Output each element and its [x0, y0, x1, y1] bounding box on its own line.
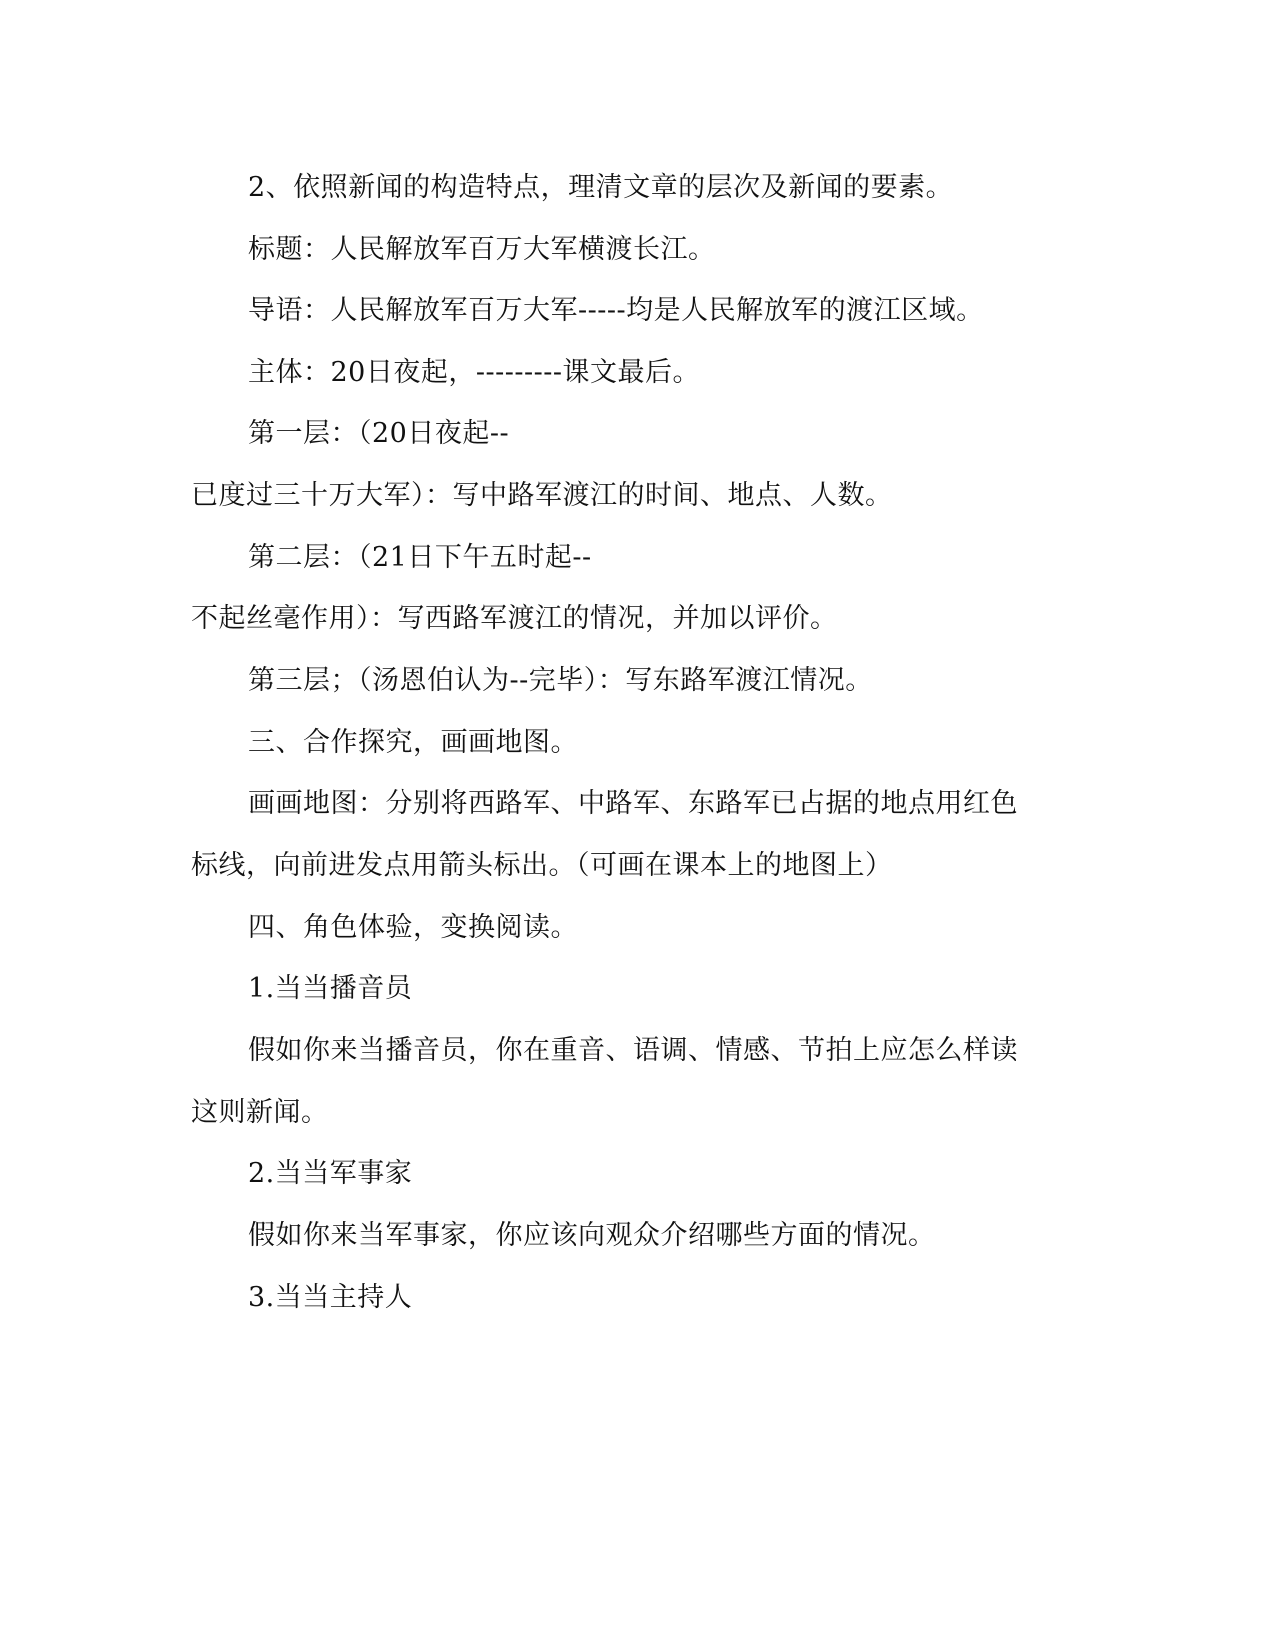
text-line-objective-2: 2、依照新闻的构造特点，理清文章的层次及新闻的要素。: [248, 172, 954, 203]
text-line-layer-1: 第一层：（20日夜起--: [248, 418, 510, 449]
text-line-layer-1-cont: 已度过三十万大军）：写中路军渡江的时间、地点、人数。: [191, 480, 893, 511]
text-line-layer-2-cont: 不起丝毫作用）：写西路军渡江的情况，并加以评价。: [191, 603, 838, 634]
list-item-3: 3.当当主持人: [248, 1282, 413, 1313]
text-line-map-task-cont: 标线，向前进发点用箭头标出。（可画在课本上的地图上）: [191, 850, 893, 881]
text-line-map-task: 画画地图：分别将西路军、中路军、东路军已占据的地点用红色: [248, 788, 1018, 819]
text-line-layer-2: 第二层：（21日下午五时起--: [248, 542, 592, 573]
list-item-1: 1.当当播音员: [248, 973, 413, 1004]
text-line-body: 主体：20日夜起，---------课文最后。: [248, 357, 700, 388]
section-heading-4: 四、角色体验，变换阅读。: [248, 912, 578, 943]
text-line-headline: 标题：人民解放军百万大军横渡长江。: [248, 234, 716, 265]
text-line-lead: 导语：人民解放军百万大军-----均是人民解放军的渡江区域。: [248, 295, 984, 326]
text-line-layer-3: 第三层；（汤恩伯认为--完毕）：写东路军渡江情况。: [248, 665, 873, 696]
section-heading-3: 三、合作探究，画画地图。: [248, 727, 578, 758]
text-line-strategist: 假如你来当军事家，你应该向观众介绍哪些方面的情况。: [248, 1220, 936, 1251]
text-line-announcer-cont: 这则新闻。: [191, 1097, 329, 1128]
list-item-2: 2.当当军事家: [248, 1158, 413, 1189]
text-line-announcer: 假如你来当播音员，你在重音、语调、情感、节拍上应怎么样读: [248, 1035, 1018, 1066]
